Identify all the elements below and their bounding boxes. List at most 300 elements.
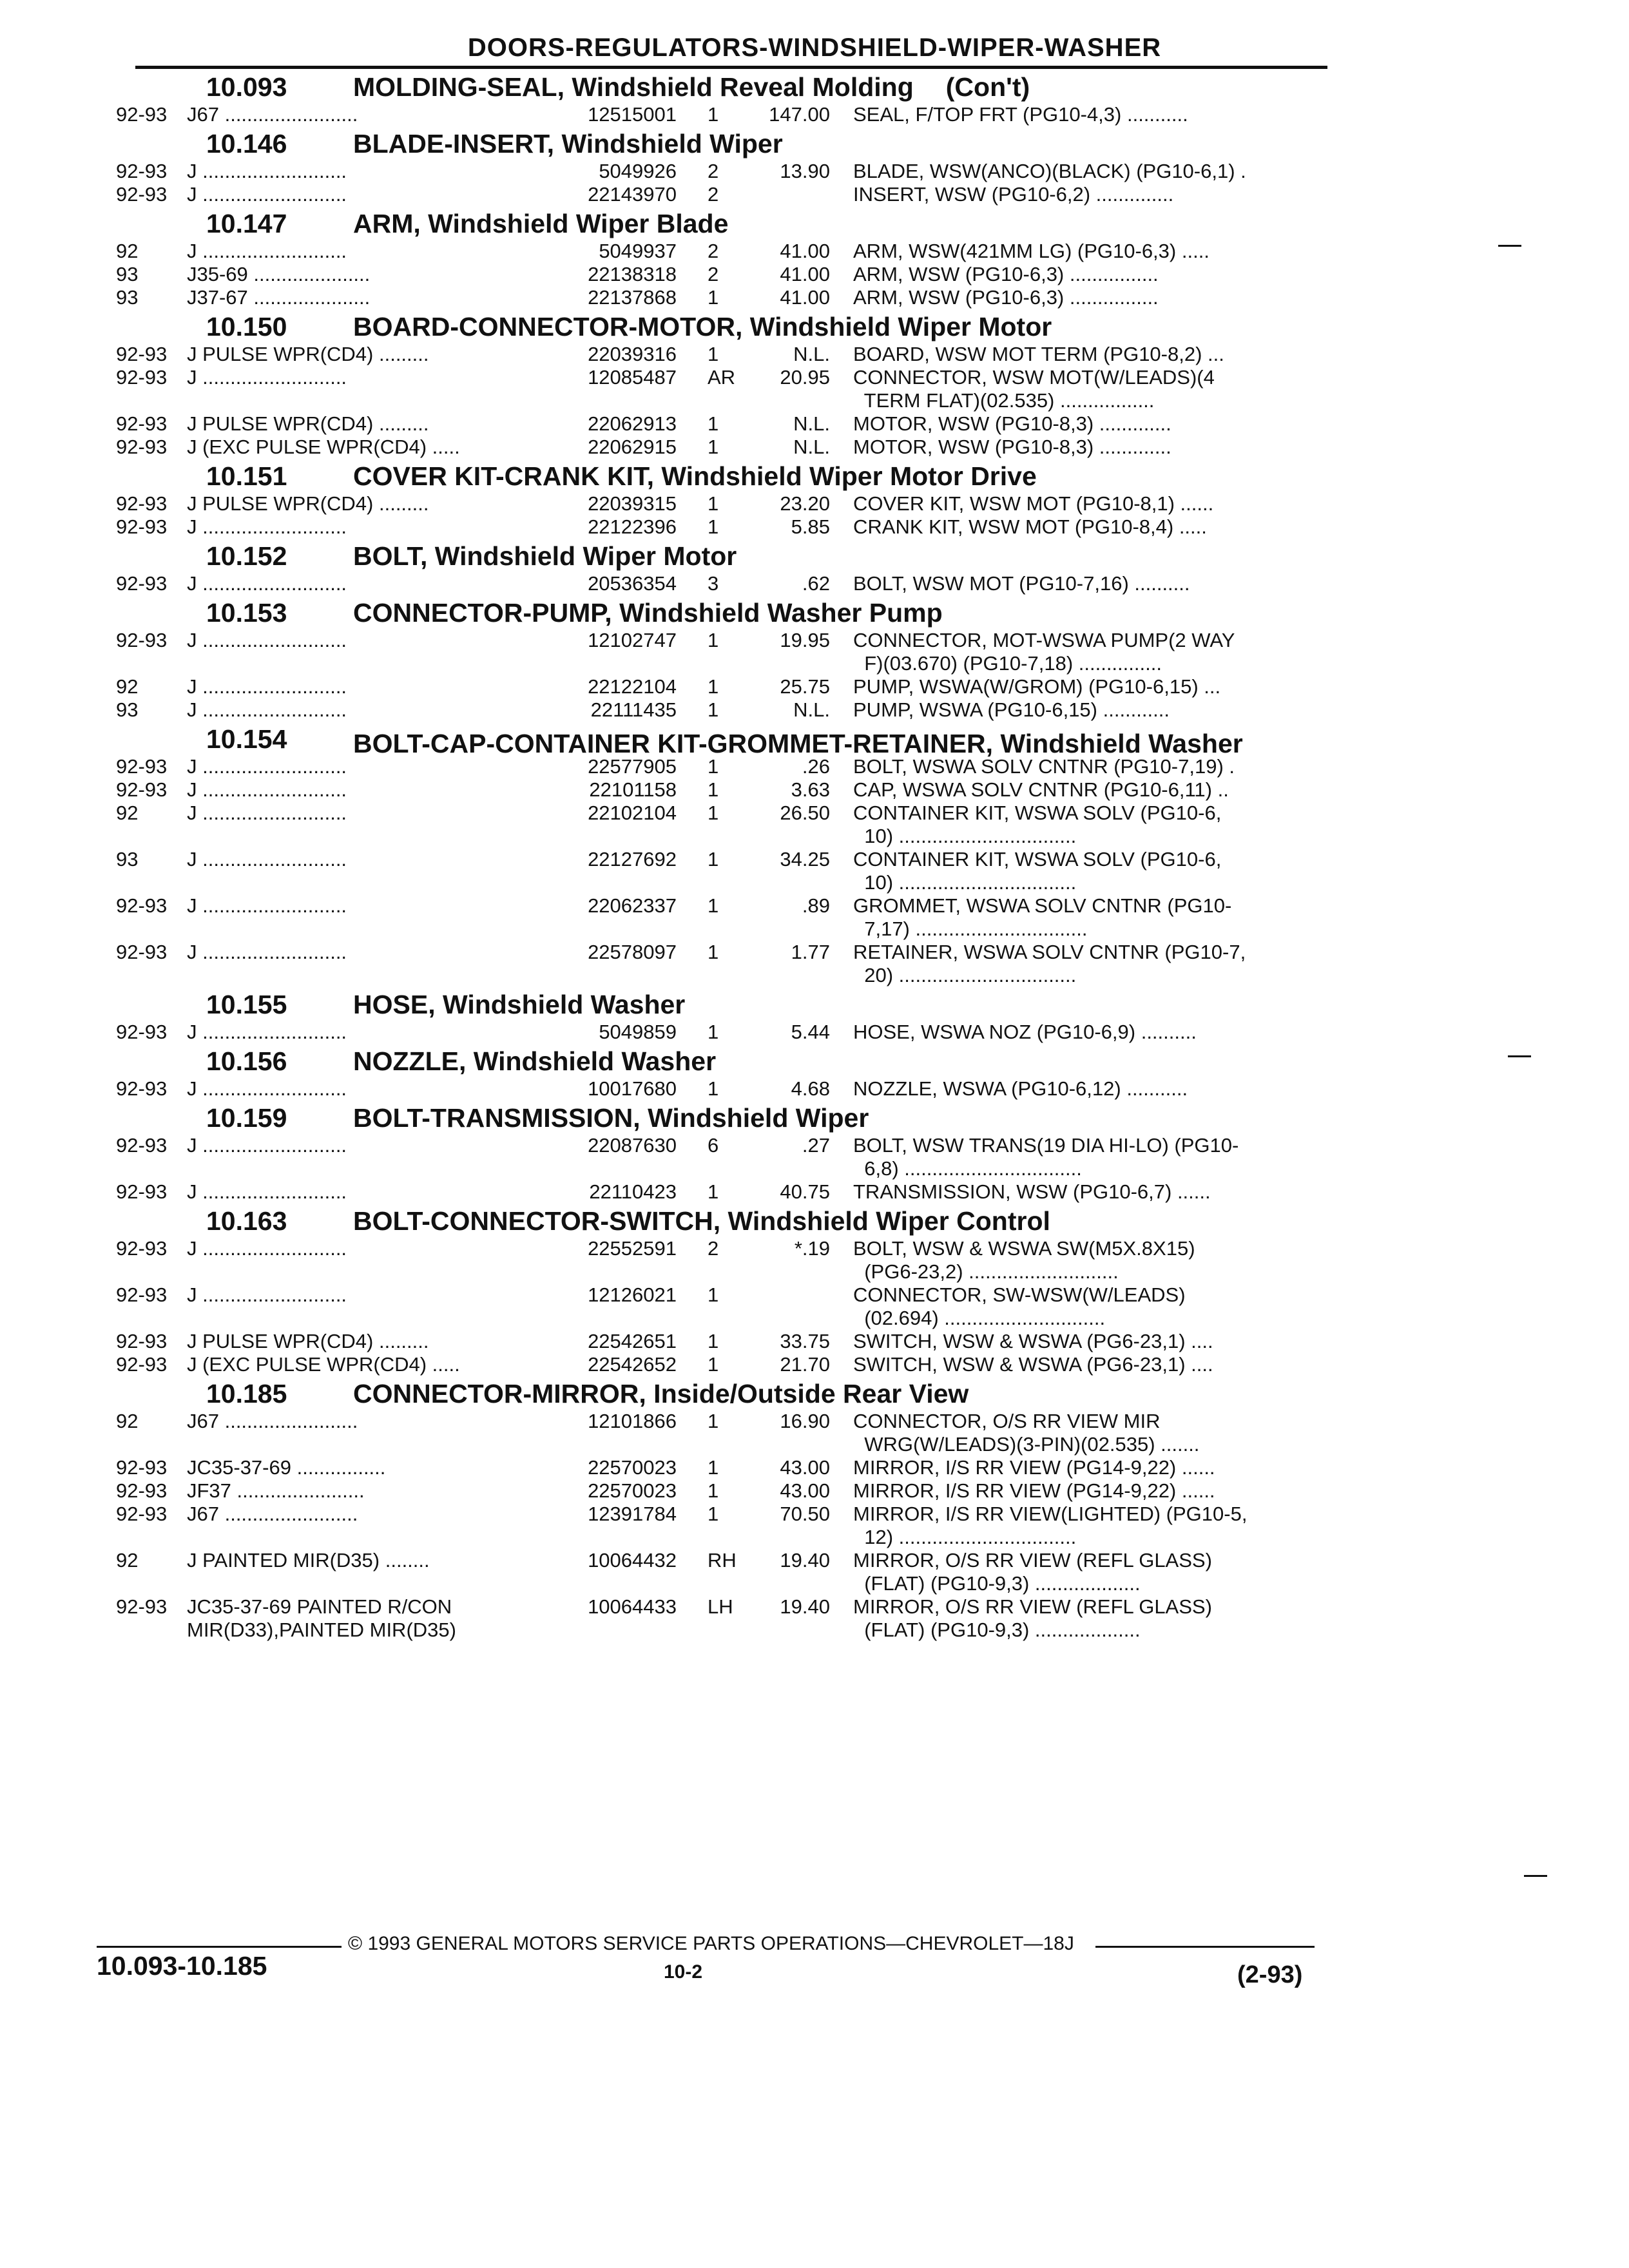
list-price: 23.20	[780, 492, 830, 515]
vehicle-model: J ..........................	[187, 778, 347, 801]
part-row	[116, 894, 1327, 941]
footer-section-range: 10.093-10.185	[97, 1951, 267, 1981]
vehicle-model: J ..........................	[187, 675, 347, 698]
catalog-section	[116, 207, 1327, 309]
list-price: 1.77	[791, 941, 830, 963]
quantity: 1	[708, 1180, 719, 1203]
part-description: PUMP, WSWA(W/GROM) (PG10-6,15) ...	[853, 675, 1221, 698]
catalog-section	[116, 71, 1327, 126]
part-description: RETAINER, WSWA SOLV CNTNR (PG10-7, 20) ................................	[853, 941, 1246, 986]
vehicle-model: J ..........................	[187, 1237, 347, 1260]
quantity: 1	[708, 103, 719, 126]
section-continued-label: (Con't)	[945, 72, 1030, 102]
part-number: 22542651	[588, 1330, 677, 1352]
model-years: 92-93	[116, 894, 168, 917]
part-number: 22570023	[588, 1456, 677, 1479]
part-number: 22143970	[588, 183, 677, 206]
section-title-text: CONNECTOR-MIRROR, Inside/Outside Rear View	[353, 1379, 969, 1408]
part-row	[116, 1503, 1327, 1549]
quantity: 1	[708, 894, 719, 917]
quantity: 1	[708, 515, 719, 538]
list-price: 43.00	[780, 1456, 830, 1479]
part-number: 22137868	[588, 286, 677, 309]
model-years: 93	[116, 848, 139, 870]
part-row	[116, 160, 1327, 183]
vehicle-model: J (EXC PULSE WPR(CD4) .....	[187, 1353, 460, 1376]
quantity: LH	[708, 1595, 733, 1618]
section-title-text: BOLT-CONNECTOR-SWITCH, Windshield Wiper Control	[353, 1206, 1050, 1236]
model-years: 92-93	[116, 160, 168, 182]
part-description: CONNECTOR, MOT-WSWA PUMP(2 WAY F)(03.670) (PG10-7,18) ...............	[853, 629, 1235, 675]
list-price: *.19	[794, 1237, 830, 1260]
footer-revision-date: (2-93)	[1237, 1961, 1303, 1988]
part-number: 10017680	[588, 1077, 677, 1100]
part-row	[116, 698, 1327, 722]
catalog-section	[116, 988, 1327, 1044]
model-years: 92-93	[116, 941, 168, 963]
part-description: ARM, WSW (PG10-6,3) ................	[853, 286, 1159, 309]
model-years: 92-93	[116, 1353, 168, 1376]
quantity: 1	[708, 1353, 719, 1376]
list-price: 21.70	[780, 1353, 830, 1376]
quantity: AR	[708, 366, 736, 389]
part-row	[116, 103, 1327, 126]
vehicle-model: J ..........................	[187, 698, 347, 721]
part-description: SWITCH, WSW & WSWA (PG6-23,1) ....	[853, 1353, 1213, 1376]
vehicle-model: J PULSE WPR(CD4) .........	[187, 412, 429, 435]
quantity: 1	[708, 343, 719, 365]
quantity: RH	[708, 1549, 737, 1571]
part-row	[116, 343, 1327, 366]
section-title	[353, 311, 1327, 343]
vehicle-model: J67 ........................	[187, 1410, 358, 1432]
vehicle-model: JC35-37-69 PAINTED R/CON MIR(D33),PAINTED MIR(D35)	[187, 1595, 456, 1641]
model-years: 92-93	[116, 1283, 168, 1306]
part-number: 22578097	[588, 941, 677, 963]
model-years: 92	[116, 240, 139, 262]
list-price: 25.75	[780, 675, 830, 698]
vehicle-model: J ..........................	[187, 894, 347, 917]
model-years: 92-93	[116, 183, 168, 206]
section-title-text: MOLDING-SEAL, Windshield Reveal Molding	[353, 72, 914, 102]
part-description: BOLT, WSW TRANS(19 DIA HI-LO) (PG10- 6,8) ................................	[853, 1134, 1239, 1180]
vehicle-model: J PULSE WPR(CD4) .........	[187, 343, 429, 365]
part-description: CRANK KIT, WSW MOT (PG10-8,4) .....	[853, 515, 1207, 538]
page-header-title: DOORS-REGULATORS-WINDSHIELD-WIPER-WASHER	[467, 34, 1162, 62]
part-row	[116, 1180, 1327, 1204]
part-number: 22570023	[588, 1479, 677, 1502]
part-row	[116, 848, 1327, 894]
vehicle-model: J ..........................	[187, 1283, 347, 1306]
list-price: .89	[802, 894, 830, 917]
section-heading	[116, 128, 1327, 160]
list-price: 70.50	[780, 1503, 830, 1525]
part-row	[116, 629, 1327, 675]
catalog-section	[116, 1102, 1327, 1204]
part-number: 12515001	[588, 103, 677, 126]
section-title	[353, 1045, 1327, 1077]
list-price: .26	[802, 755, 830, 778]
model-years: 92-93	[116, 515, 168, 538]
part-row	[116, 436, 1327, 459]
section-heading	[116, 540, 1327, 572]
section-title	[353, 1102, 1327, 1134]
part-description: SEAL, F/TOP FRT (PG10-4,3) ...........	[853, 103, 1188, 126]
part-description: SWITCH, WSW & WSWA (PG6-23,1) ....	[853, 1330, 1213, 1352]
section-title	[353, 1378, 1327, 1410]
list-price: N.L.	[793, 436, 830, 458]
part-row	[116, 515, 1327, 539]
quantity: 1	[708, 1330, 719, 1352]
vehicle-model: J ..........................	[187, 941, 347, 963]
part-description: CAP, WSWA SOLV CNTNR (PG10-6,11) ..	[853, 778, 1229, 801]
model-years: 92-93	[116, 1077, 168, 1100]
quantity: 1	[708, 412, 719, 435]
part-description: GROMMET, WSWA SOLV CNTNR (PG10- 7,17) ...............................	[853, 894, 1232, 940]
section-number: 10.159	[206, 1103, 287, 1133]
footer-rule-left	[97, 1946, 342, 1948]
part-description: MIRROR, O/S RR VIEW (REFL GLASS) (FLAT) (PG10-9,3) ...................	[853, 1595, 1212, 1641]
section-number: 10.147	[206, 209, 287, 238]
catalog-section	[116, 1045, 1327, 1100]
section-number: 10.154	[206, 724, 287, 754]
part-row	[116, 240, 1327, 263]
section-heading	[116, 597, 1327, 629]
catalog-section	[116, 1378, 1327, 1642]
quantity: 1	[708, 1410, 719, 1432]
part-number: 22122396	[588, 515, 677, 538]
part-description: ARM, WSW (PG10-6,3) ................	[853, 263, 1159, 285]
section-title	[353, 597, 1327, 629]
vehicle-model: J PAINTED MIR(D35) ........	[187, 1549, 430, 1571]
part-description: MOTOR, WSW (PG10-8,3) .............	[853, 412, 1171, 435]
part-row	[116, 366, 1327, 412]
quantity: 2	[708, 240, 719, 262]
model-years: 92-93	[116, 1237, 168, 1260]
list-price: 34.25	[780, 848, 830, 870]
part-number: 22577905	[588, 755, 677, 778]
model-years: 92-93	[116, 436, 168, 458]
part-row	[116, 1549, 1327, 1595]
vehicle-model: J ..........................	[187, 629, 347, 651]
part-description: BOARD, WSW MOT TERM (PG10-8,2) ...	[853, 343, 1224, 365]
section-heading	[116, 1378, 1327, 1410]
model-years: 92-93	[116, 1456, 168, 1479]
section-title-text: BOLT, Windshield Wiper Motor	[353, 541, 737, 571]
vehicle-model: J67 ........................	[187, 1503, 358, 1525]
section-heading	[116, 1045, 1327, 1077]
part-row	[116, 1595, 1327, 1642]
part-number: 22111435	[590, 698, 677, 721]
section-title-text: BLADE-INSERT, Windshield Wiper	[353, 129, 783, 159]
quantity: 1	[708, 755, 719, 778]
model-years: 92-93	[116, 572, 168, 595]
section-heading	[116, 207, 1327, 240]
section-heading	[116, 311, 1327, 343]
part-description: TRANSMISSION, WSW (PG10-6,7) ......	[853, 1180, 1211, 1203]
vehicle-model: J ..........................	[187, 515, 347, 538]
section-title-text: ARM, Windshield Wiper Blade	[353, 209, 729, 238]
part-number: 12085487	[588, 366, 677, 389]
quantity: 1	[708, 1479, 719, 1502]
vehicle-model: JF37 .......................	[187, 1479, 365, 1502]
header-rule	[135, 66, 1327, 69]
quantity: 1	[708, 1503, 719, 1525]
list-price: 19.40	[780, 1549, 830, 1571]
part-row	[116, 1237, 1327, 1283]
vehicle-model: J ..........................	[187, 1134, 347, 1157]
list-price: 19.40	[780, 1595, 830, 1618]
quantity: 1	[708, 802, 719, 824]
section-heading	[116, 723, 1327, 758]
section-title	[353, 460, 1327, 492]
model-years: 92-93	[116, 778, 168, 801]
section-heading	[116, 71, 1327, 103]
part-number: 5049926	[599, 160, 677, 182]
list-price: 19.95	[780, 629, 830, 651]
part-description: PUMP, WSWA (PG10-6,15) ............	[853, 698, 1170, 721]
vehicle-model: J ..........................	[187, 1021, 347, 1043]
part-number: 5049859	[599, 1021, 677, 1043]
part-number: 22552591	[588, 1237, 677, 1260]
part-description: BOLT, WSWA SOLV CNTNR (PG10-7,19) .	[853, 755, 1235, 778]
model-years: 93	[116, 698, 139, 721]
part-number: 22039316	[588, 343, 677, 365]
list-price: 41.00	[780, 240, 830, 262]
section-title	[353, 128, 1327, 160]
quantity: 2	[708, 160, 719, 182]
part-description: BOLT, WSW MOT (PG10-7,16) ..........	[853, 572, 1190, 595]
section-title	[353, 1205, 1327, 1237]
model-years: 92-93	[116, 492, 168, 515]
quantity: 1	[708, 778, 719, 801]
footer-copyright: © 1993 GENERAL MOTORS SERVICE PARTS OPERATIONS—CHEVROLET—18J	[348, 1933, 1074, 1954]
part-row	[116, 1410, 1327, 1456]
section-title-text: NOZZLE, Windshield Washer	[353, 1046, 717, 1076]
catalog-section	[116, 128, 1327, 206]
part-row	[116, 286, 1327, 309]
part-row	[116, 183, 1327, 206]
model-years: 93	[116, 286, 139, 309]
model-years: 92-93	[116, 103, 168, 126]
part-number: 22542652	[588, 1353, 677, 1376]
part-description: MIRROR, O/S RR VIEW (REFL GLASS) (FLAT) (PG10-9,3) ...................	[853, 1549, 1212, 1595]
section-title	[353, 207, 1327, 240]
quantity: 2	[708, 183, 719, 206]
quantity: 1	[708, 848, 719, 870]
part-row	[116, 1479, 1327, 1503]
part-description: COVER KIT, WSW MOT (PG10-8,1) ......	[853, 492, 1214, 515]
list-price: N.L.	[793, 343, 830, 365]
vehicle-model: J PULSE WPR(CD4) .........	[187, 492, 429, 515]
part-description: BLADE, WSW(ANCO)(BLACK) (PG10-6,1) .	[853, 160, 1246, 182]
list-price: 41.00	[780, 263, 830, 285]
section-number: 10.155	[206, 990, 287, 1019]
quantity: 1	[708, 698, 719, 721]
part-number: 10064432	[588, 1549, 677, 1571]
vehicle-model: J ..........................	[187, 1180, 347, 1203]
section-title-text: BOLT-TRANSMISSION, Windshield Wiper	[353, 1103, 869, 1133]
section-heading	[116, 1102, 1327, 1134]
section-title	[353, 727, 1327, 758]
section-title-text: HOSE, Windshield Washer	[353, 990, 686, 1019]
part-row	[116, 941, 1327, 987]
vehicle-model: J ..........................	[187, 240, 347, 262]
section-title	[353, 540, 1327, 572]
quantity: 2	[708, 263, 719, 285]
quantity: 1	[708, 1077, 719, 1100]
list-price: 3.63	[791, 778, 830, 801]
model-years: 92-93	[116, 1479, 168, 1502]
part-description: MIRROR, I/S RR VIEW (PG14-9,22) ......	[853, 1479, 1215, 1502]
catalog-section	[116, 597, 1327, 722]
part-number: 22039315	[588, 492, 677, 515]
vehicle-model: J ..........................	[187, 366, 347, 389]
list-price: 16.90	[780, 1410, 830, 1432]
quantity: 1	[708, 1283, 719, 1306]
part-row	[116, 1077, 1327, 1100]
quantity: 1	[708, 492, 719, 515]
vehicle-model: J ..........................	[187, 848, 347, 870]
list-price: 33.75	[780, 1330, 830, 1352]
section-heading	[116, 1205, 1327, 1237]
vehicle-model: J ..........................	[187, 572, 347, 595]
part-number: 22062915	[588, 436, 677, 458]
list-price: 13.90	[780, 160, 830, 182]
part-description: CONNECTOR, WSW MOT(W/LEADS)(4 TERM FLAT)(02.535) .................	[853, 366, 1215, 412]
margin-mark	[1524, 1875, 1547, 1877]
list-price: 5.44	[791, 1021, 830, 1043]
part-row	[116, 1021, 1327, 1044]
part-description: MIRROR, I/S RR VIEW (PG14-9,22) ......	[853, 1456, 1215, 1479]
section-title-text: BOARD-CONNECTOR-MOTOR, Windshield Wiper Motor	[353, 312, 1052, 341]
section-number: 10.151	[206, 461, 287, 491]
section-title	[353, 71, 1327, 103]
part-description: MOTOR, WSW (PG10-8,3) .............	[853, 436, 1171, 458]
list-price: 41.00	[780, 286, 830, 309]
part-row	[116, 412, 1327, 436]
part-row	[116, 1330, 1327, 1353]
vehicle-model: JC35-37-69 ................	[187, 1456, 386, 1479]
vehicle-model: J PULSE WPR(CD4) .........	[187, 1330, 429, 1352]
quantity: 1	[708, 629, 719, 651]
part-description: CONNECTOR, SW-WSW(W/LEADS) (02.694) .............................	[853, 1283, 1186, 1329]
part-row	[116, 675, 1327, 698]
section-heading	[116, 460, 1327, 492]
part-row	[116, 755, 1327, 778]
catalog-section	[116, 460, 1327, 539]
list-price: 20.95	[780, 366, 830, 389]
list-price: 4.68	[791, 1077, 830, 1100]
section-title	[353, 988, 1327, 1021]
list-price	[733, 1283, 853, 1330]
quantity: 1	[708, 436, 719, 458]
part-description: CONTAINER KIT, WSWA SOLV (PG10-6, 10) ................................	[853, 802, 1222, 847]
model-years: 92-93	[116, 1330, 168, 1352]
part-row	[116, 778, 1327, 802]
part-description: NOZZLE, WSWA (PG10-6,12) ...........	[853, 1077, 1188, 1100]
vehicle-model: J ..........................	[187, 1077, 347, 1100]
part-number: 22110423	[589, 1180, 677, 1203]
quantity: 1	[708, 675, 719, 698]
list-price: .27	[802, 1134, 830, 1157]
section-number: 10.146	[206, 129, 287, 159]
model-years: 92	[116, 802, 139, 824]
part-description: INSERT, WSW (PG10-6,2) ..............	[853, 183, 1174, 206]
model-years: 92-93	[116, 412, 168, 435]
vehicle-model: J67 ........................	[187, 103, 358, 126]
footer-rule-right	[1095, 1946, 1315, 1948]
part-number: 10064433	[588, 1595, 677, 1618]
vehicle-model: J ..........................	[187, 802, 347, 824]
model-years: 92	[116, 1549, 139, 1571]
part-row	[116, 1283, 1327, 1330]
model-years: 92-93	[116, 629, 168, 651]
part-number: 22087630	[588, 1134, 677, 1157]
section-number: 10.150	[206, 312, 287, 341]
list-price: N.L.	[793, 412, 830, 435]
section-title-text: CONNECTOR-PUMP, Windshield Washer Pump	[353, 598, 943, 628]
model-years: 92-93	[116, 1595, 168, 1618]
part-number: 22127692	[588, 848, 677, 870]
part-number: 22122104	[588, 675, 677, 698]
quantity: 2	[708, 1237, 719, 1260]
part-row	[116, 1134, 1327, 1180]
margin-mark	[1498, 245, 1521, 247]
list-price: .62	[802, 572, 830, 595]
part-description: CONNECTOR, O/S RR VIEW MIR WRG(W/LEADS)(3-PIN)(02.535) .......	[853, 1410, 1200, 1456]
footer-page-number: 10-2	[664, 1961, 703, 1983]
quantity: 1	[708, 1456, 719, 1479]
catalog-section	[116, 540, 1327, 595]
vehicle-model: J (EXC PULSE WPR(CD4) .....	[187, 436, 460, 458]
part-description: BOLT, WSW & WSWA SW(M5X.8X15) (PG6-23,2) ...........................	[853, 1237, 1195, 1283]
list-price: 26.50	[780, 802, 830, 824]
part-row	[116, 263, 1327, 286]
model-years: 92-93	[116, 366, 168, 389]
quantity: 6	[708, 1134, 719, 1157]
list-price: 43.00	[780, 1479, 830, 1502]
part-row	[116, 1456, 1327, 1479]
model-years: 92-93	[116, 1134, 168, 1157]
part-description: CONTAINER KIT, WSWA SOLV (PG10-6, 10) ................................	[853, 848, 1222, 894]
catalog-section	[116, 723, 1327, 987]
list-price: N.L.	[793, 698, 830, 721]
section-title-text: COVER KIT-CRANK KIT, Windshield Wiper Motor Drive	[353, 461, 1037, 491]
part-number: 12102747	[588, 629, 677, 651]
model-years: 92	[116, 1410, 139, 1432]
quantity: 1	[708, 286, 719, 309]
vehicle-model: J ..........................	[187, 160, 347, 182]
parts-list	[116, 70, 1327, 1642]
part-number: 5049937	[599, 240, 677, 262]
vehicle-model: J ..........................	[187, 183, 347, 206]
model-years: 92-93	[116, 755, 168, 778]
part-number: 22062913	[588, 412, 677, 435]
section-heading	[116, 988, 1327, 1021]
section-number: 10.163	[206, 1206, 287, 1236]
part-description: MIRROR, I/S RR VIEW(LIGHTED) (PG10-5, 12) ................................	[853, 1503, 1248, 1548]
part-row	[116, 1353, 1327, 1376]
part-number: 12101866	[588, 1410, 677, 1432]
part-number: 12391784	[588, 1503, 677, 1525]
model-years: 92-93	[116, 1503, 168, 1525]
list-price: 5.85	[791, 515, 830, 538]
section-title-text: BOLT-CAP-CONTAINER KIT-GROMMET-RETAINER, Windshield Washer	[353, 729, 1243, 758]
part-number: 22102104	[588, 802, 677, 824]
model-years: 92-93	[116, 1180, 168, 1203]
part-description: HOSE, WSWA NOZ (PG10-6,9) ..........	[853, 1021, 1197, 1043]
